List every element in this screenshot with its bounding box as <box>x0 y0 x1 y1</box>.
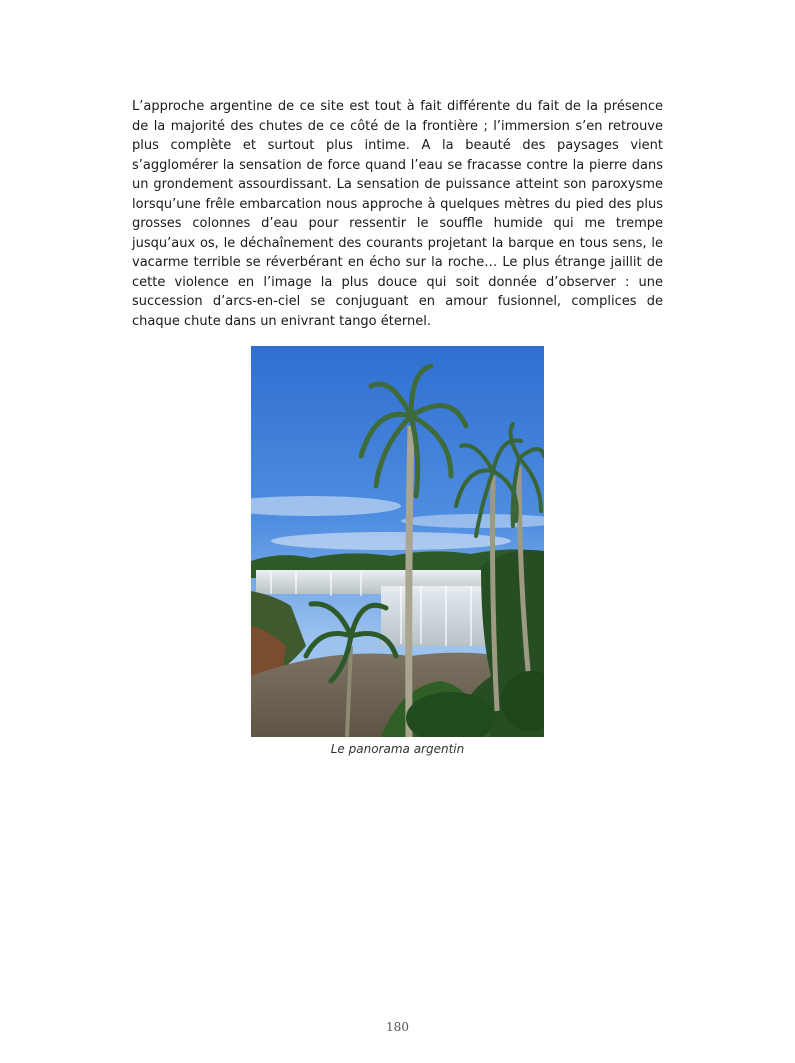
page-number: 180 <box>386 1020 409 1034</box>
photo-waterfall-palms <box>251 346 544 737</box>
figure-caption: Le panorama argentin <box>330 742 465 756</box>
body-paragraph: L’approche argentine de ce site est tout à fait différente du fait de la présence de la majorité des chutes de ce côté de la frontière ; l’immersion s’en retrouve plus complète et surtout plus intime. A la beauté des paysages vient s’agglomérer la sensation de force quand l’eau se fracasse contre la pierre dans un grondement assourdissant. La sensation de puissance atteint son paroxysme lorsqu’une frêle embarcation nous approche à quelques mètres du pied des plus grosses colonnes d’eau pour ressentir le souffle humide qui me trempe jusqu’aux os, le déchaînement des courants projetant la barque en tous sens, le vacarme terrible se réverbérant en écho sur la roche… Le plus étrange jaillit de cette violence en l’image la plus douce qui soit donnée d’observer : une succession d’arcs-en-ciel se conjuguant en amour fusionnel, complices de chaque chute dans un enivrant tango éternel. <box>132 99 663 329</box>
